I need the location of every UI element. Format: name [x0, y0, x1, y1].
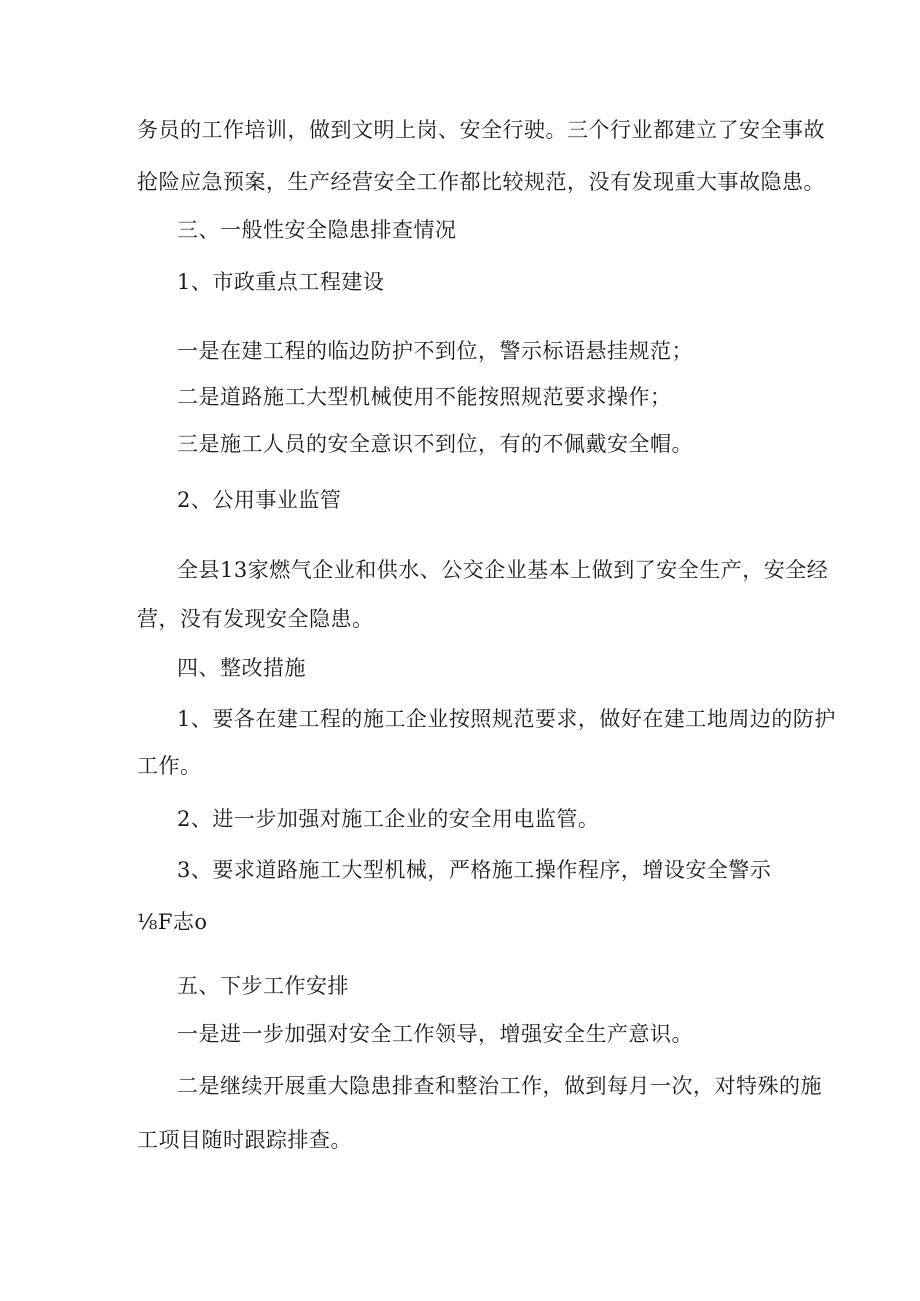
- paragraph-line: 1、要各在建工程的施工企业按照规范要求，做好在建工地周边的防护: [177, 707, 836, 731]
- paragraph-line: 2、进一步加强对施工企业的安全用电监管。: [177, 807, 600, 831]
- subsection-heading: 2、公用事业监管: [177, 488, 342, 512]
- paragraph-line: 务员的工作培训，做到文明上岗、安全行驶。三个行业都建立了安全事故: [137, 118, 825, 142]
- paragraph-line: 三是施工人员的安全意识不到位，有的不佩戴安全帽。: [177, 432, 693, 456]
- paragraph-line: 营，没有发现安全隐患。: [137, 607, 374, 631]
- section-heading: 四、整改措施: [177, 656, 306, 680]
- section-heading: 三、一般性安全隐患排查情况: [177, 218, 457, 242]
- paragraph-line: ⅛F志o: [137, 910, 208, 934]
- paragraph-line: 一是进一步加强对安全工作领导，增强安全生产意识。: [177, 1022, 693, 1046]
- paragraph-line: 工作。: [137, 754, 202, 778]
- paragraph-line: 二是继续开展重大隐患排查和整治工作，做到每月一次，对特殊的施: [177, 1074, 822, 1098]
- paragraph-line: 3、要求道路施工大型机械，严格施工操作程序，增设安全警示: [177, 858, 772, 882]
- paragraph-line: 抢险应急预案，生产经营安全工作都比较规范，没有发现重大事故隐患。: [137, 170, 825, 194]
- paragraph-line: 工项目随时跟踪排查。: [137, 1128, 352, 1152]
- paragraph-line: 一是在建工程的临边防护不到位，警示标语悬挂规范；: [177, 339, 693, 363]
- paragraph-line: 全县13家燃气企业和供水、公交企业基本上做到了安全生产，安全经: [177, 558, 829, 582]
- paragraph-line: 二是道路施工大型机械使用不能按照规范要求操作；: [177, 385, 672, 409]
- subsection-heading: 1、市政重点工程建设: [177, 270, 385, 294]
- section-heading: 五、下步工作安排: [177, 974, 349, 998]
